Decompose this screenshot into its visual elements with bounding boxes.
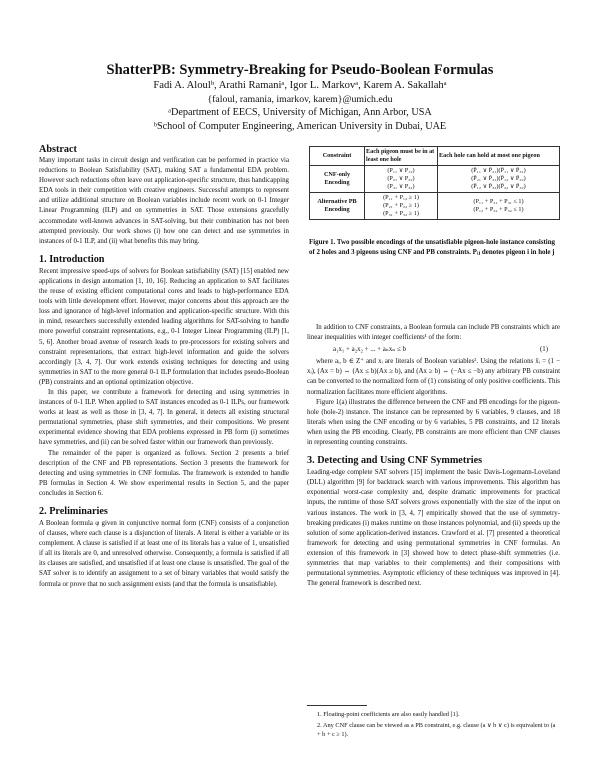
formula: (P̄₁₂ ∨ P̄₃₂)(P̄₂₂ ∨ P̄₃₂) [471, 183, 526, 190]
right-column [307, 323, 560, 589]
pb-at-most-one [438, 193, 560, 220]
cnf-at-most-one [438, 166, 560, 193]
figure-1 [309, 146, 560, 258]
encoding-table [309, 146, 560, 220]
header-hole-capacity: Each hole can hold at most one pigeon [438, 147, 560, 166]
formula: (P₃₁ ∨ P₃₂) [387, 183, 415, 190]
formula: (P₁₁ + P₂₁ + P₃₁ ≤ 1) [473, 198, 524, 205]
author-list: Fadi A. Aloulᵇ, Arathi Ramaniᵃ, Igor L. Markovᵃ, Karem A. Sakallahᵃ [153, 80, 447, 91]
header-pigeon-in-hole: Each pigeon must be in at least one hole [365, 147, 438, 166]
figure-discussion-paragraph: Figure 1(a) illustrates the difference between the CNF and PB encodings for the pigeon-hole (hole-2) instance. The instance can be represented by 6 variables, 9 clauses, and 18 literals when using the CNF encoding or by 6 variables, 5 PB constraints, and 12 literals when using the PB encoding. Clearly, PB constraints are more efficient than CNF clauses in representing counting constraints. [307, 398, 560, 447]
author-emails: {faloul, ramania, imarkov, karem}@umich.edu [207, 94, 393, 105]
footnote-divider [307, 705, 367, 706]
section-3-heading: 3. Detecting and Using CNF Symmetries [307, 455, 483, 467]
table-row [310, 166, 560, 193]
intro-paragraph-2: In this paper, we contribute a framework for detecting and using symmetries in instances of 0-1 ILP. When applied to SAT instances encoded as 0-1 ILPs, our framework works at least as well as those in [3, 4, 7]. In general, it detects all existing structural permutational symmetries, phase shift symmetries, and their compositions. We present experimental evidence showing that EDA problems expressed in PB form (i) sometimes have symmetries, and (ii) can be solved faster within our framework than previously. [39, 388, 289, 447]
cnf-at-least-one [365, 166, 438, 193]
row-label-pb: Alternative PB Encoding [310, 193, 365, 220]
normalization-paragraph: where aᵢ, b ∈ Z⁺ and xᵢ are literals of Boolean variables². Using the relations x̄ᵢ = (1 − xᵢ), (Ax = b) ⇔ (Ax ≤ b)(Ax ≥ b), and (Ax ≥ b) ⇔ (−Ax ≤ −b) any arbitrary PB constraint can be converted to the normalized form of (1) consisting of only positive coefficients. This normalization facilitates more efficient algorithms. [307, 358, 560, 396]
header-constraint: Constraint [310, 147, 365, 166]
footnotes [307, 705, 560, 741]
symmetry-paragraph: Leading-edge complete SAT solvers [15] implement the basic Davis-Logemann-Loveland (DLL) algorithm [9] for backtrack search with various improvements. This algorithm has exponential worst-case complexity and, despite dramatic improvements for practical inputs, the runtime of those SAT solvers grows exponentially with the size of the input on various instances. The work in [3, 4, 7] empirically showed that the use of symmetry-breaking predicates (i) makes runtime on those instances polynomial, and (ii) speeds up the solution of some application-derived instances. Crawford et al. [7] presented a theoretical framework for detecting and using permutational symmetries in CNF formulas. An extension of this framework in [3] showed how to detect phase-shift symmetries (i.e. symmetries that map variables to their complements) and their compositions with permutational symmetries. Asymptotic efficiency of these techniques was improved in [4]. The general framework is described next. [307, 469, 560, 588]
abstract-text: Many important tasks in circuit design and verification can be performed in practice via reductions to Boolean Satisfiability (SAT), making SAT a fundamental EDA problem. However such reductions often leave out application-specific structure, thus handicapping EDA tools in their competition with creative engineers. Successful attempts to represent and utilize additional structure on Boolean variables include recent work on 0-1 Integer Linear Programming (ILP) and on symmetries in SAT. Those extensions gracefully accommodate well-known advances in SAT-solving, but their combination has not been attempted previously. Our work shows (i) how one can detect and use symmetries in instances of 0-1 ILP, and (ii) what benefits this may bring. [39, 157, 289, 245]
paper-title: ShatterPB: Symmetry-Breaking for Pseudo-Boolean Formulas [106, 62, 494, 78]
table-header-row [310, 147, 560, 166]
abstract-heading: Abstract [39, 144, 77, 155]
preliminaries-paragraph: A Boolean formula φ given in conjunctive normal form (CNF) consists of a conjunction of clauses, where each clause is a disjunction of literals. A literal is either a variable or its complement. A clause is satisfied if at least one of its literals has a value of 1, unsatisfied if all its literals are 0, and unresolved otherwise. Consequently, a formula is satisfied if all its clauses are satisfied, and unsatisfied if at least one clause is unsatisfied. The goal of the SAT solver is to identify an assignment to a set of binary variables that would satisfy the formula or prove that no such assignment exists (and that the formula is unsatisfiable). [39, 520, 289, 588]
affiliation-a: ᵃDepartment of EECS, University of Michigan, Ann Arbor, USA [168, 107, 432, 118]
section-2-heading: 2. Preliminaries [39, 506, 108, 517]
pb-intro-paragraph: In addition to CNF constraints, a Boolean formula can include PB constraints which are linear inequalities with integer coefficients¹ of the form: [307, 324, 560, 342]
intro-paragraph-1: Recent impressive speed-ups of solvers for Boolean satisfiability (SAT) [15] enabled new applications in design automation [1, 10, 16]. Reducing an application to SAT facilitates the reuse of existing efficient computational cores and leads to high-performance EDA tools with little development effort. However, major concerns about this approach are the loss and ignorance of high-level information and application-specific structure. With this in mind, researchers successfully extended leading algorithms for SAT-solving to handle more powerful constraint representations, e.g., 0-1 Integer Linear Programming (ILP) [1, 5, 6]. Another broad avenue of research leads to pre-processors for existing solvers and constraint representations, that extract high-level information and guide the solvers accordingly [3, 4, 7]. Our work extends existing techniques for detecting and using symmetries in SAT to the more general 0-1 ILP formulation that includes pseudo-Boolean (PB) constraints and an optional optimization objective. [39, 267, 289, 386]
equation-number: (1) [539, 346, 548, 354]
formula: (P̄₂₁ ∨ P̄₃₁)(P̄₁₂ ∨ P̄₂₂) [471, 175, 526, 182]
footnote-2: 2. Any CNF clause can be viewed as a PB constraint, e.g. clause (a ∨ b ∨ c) is equivalent to (a + b + c ≥ 1). [317, 721, 556, 739]
equation-body: a₁x₁ + a₂x₂ + ... + aₙxₙ ≤ b [333, 346, 406, 354]
formula: (P₂₁ ∨ P₂₂) [387, 175, 415, 182]
footnote-1: 1. Floating-point coefficients are also easily handled [1]. [317, 711, 460, 718]
figure-caption: Figure 1. Two possible encodings of the unsatisfiable pigeon-hole instance consisting of 2 holes and 3 pigeons using CNF and PB constraints. Pᵢⱼ denotes pigeon i in hole j [309, 239, 555, 256]
intro-paragraph-3: The remainder of the paper is organized as follows. Section 2 presents a brief description of the CNF and PB representations. Section 3 presents the framework for detecting and using symmetries in CNF formulas. The framework is extended to handle PB formulas in Section 4. We show experimental results in Section 5, and the paper concludes in Section 6. [39, 449, 289, 497]
formula: (P₁₁ ∨ P₁₂) [387, 167, 415, 174]
equation-1 [307, 343, 560, 357]
table-row [310, 193, 560, 220]
pb-at-least-one [365, 193, 438, 220]
formula: (P₁₂ + P₂₂ + P₃₂ ≤ 1) [473, 206, 524, 213]
left-column [39, 141, 289, 590]
row-label-cnf: CNF-only Encoding [310, 166, 365, 193]
section-1-heading: 1. Introduction [39, 253, 105, 265]
formula: (P₂₁ + P₂₂ ≥ 1) [383, 202, 419, 209]
formula: (P̄₁₁ ∨ P̄₂₁)(P̄₁₁ ∨ P̄₃₁) [471, 167, 526, 174]
formula: (P₁₁ + P₁₂ ≥ 1) [383, 194, 419, 201]
formula: (P₃₁ + P₃₂ ≥ 1) [383, 210, 419, 217]
affiliation-b: ᵇSchool of Computer Engineering, American University in Dubai, UAE [153, 121, 447, 132]
